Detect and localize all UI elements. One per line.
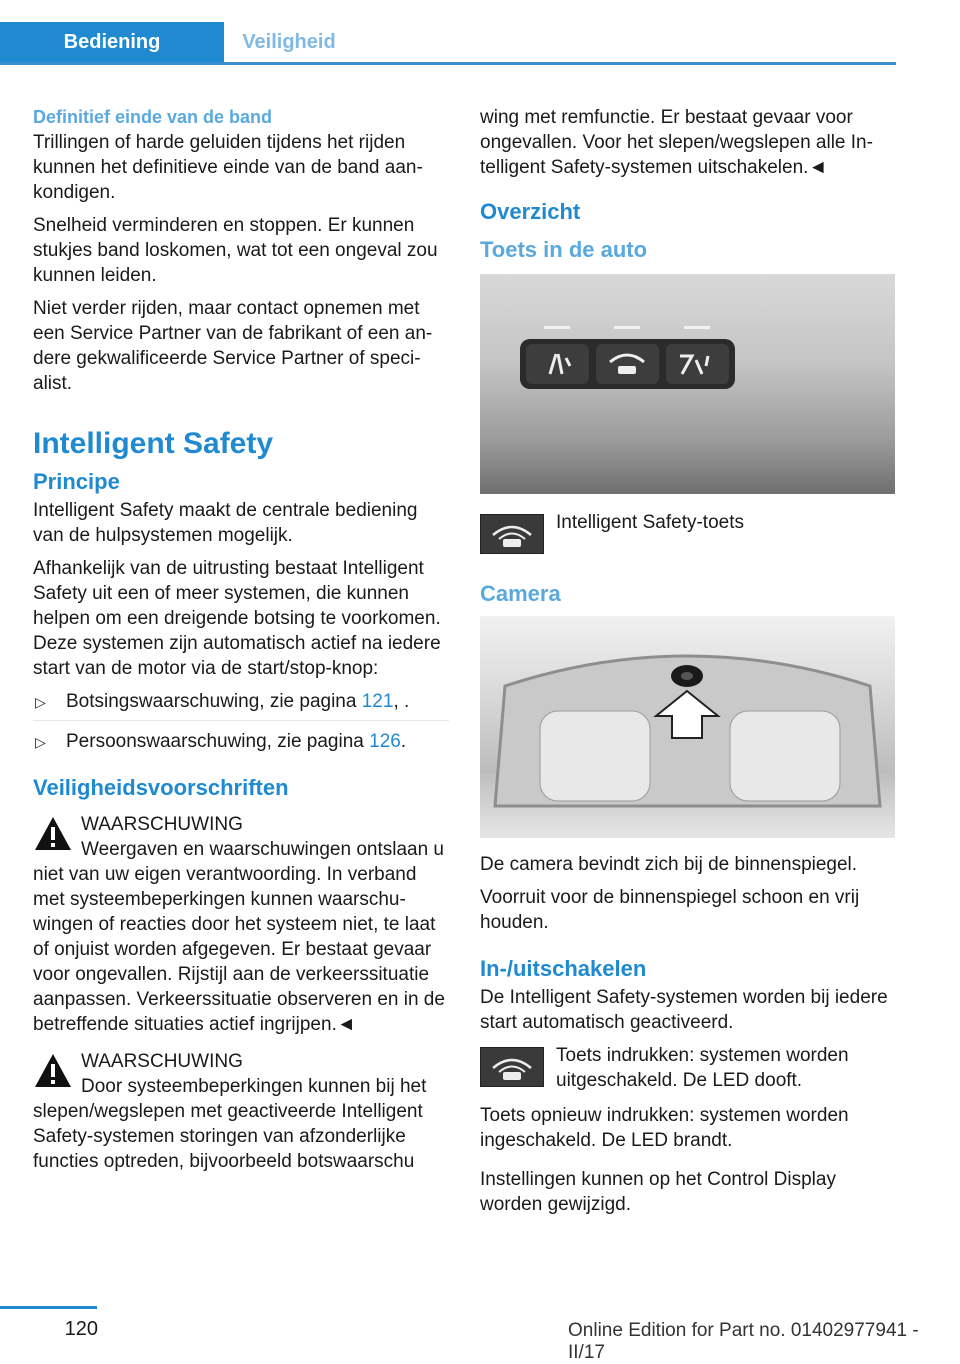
- button-panel-illustration: [480, 274, 895, 494]
- heading-overzicht: Overzicht: [480, 199, 581, 224]
- warning-text: Weergaven en waarschuwingen ontslaan u niet van uw eigen verantwoording. In verband met systeembeperkingen kunnen waarschuwingen of reacties door het systeem niet, te laat of onjuist worden afgegeven. Er bestaat gevaar voor ongevallen. Rijstijl aan de verkeerssituatie aanpassen. Verkeerssituatie observeren en in de betreffende situaties actief ingrijpen.◄: [33, 839, 445, 1035]
- warning-icon: [33, 814, 73, 854]
- legend-text: Toets indrukken: systemen worden uitgeschakeld. De LED dooft.: [556, 1045, 849, 1091]
- paragraph: Intelligent Safety maakt de centrale bediening van de hulpsystemen mogelijk.: [33, 500, 418, 546]
- paragraph: Toets opnieuw indrukken: systemen worden ingeschakeld. De LED brandt.: [480, 1105, 849, 1151]
- paragraph: wing met remfunctie. Er bestaat gevaar voor ongevallen. Voor het slepen/wegslepen alle Intelligent Safety-systemen uitschakelen.◄: [480, 107, 873, 178]
- camera-windshield-illustration: [480, 616, 895, 838]
- camera-location-photo: [480, 616, 895, 838]
- section-title: Intelligent Safety: [33, 427, 274, 460]
- warning-block: [33, 812, 449, 1037]
- warning-icon: [33, 1051, 73, 1091]
- page-link-121[interactable]: 121: [361, 691, 394, 712]
- heading-principe: Principe: [33, 469, 120, 494]
- button-panel-photo: [480, 274, 895, 494]
- right-column: [480, 105, 896, 1225]
- intelligent-safety-button-icon: [480, 1047, 544, 1087]
- legend-row: [480, 510, 896, 554]
- legend-row: [480, 1043, 896, 1093]
- legend-text: Intelligent Safety-toets: [556, 512, 744, 533]
- warning-block: [33, 1049, 449, 1174]
- triangle-bullet-icon: ▷: [35, 694, 46, 710]
- warning-text: Door systeembeperkingen kunnen bij het slepen/wegslepen met geactiveerde Intelligent Safety-systemen storingen van afzonderlijke functies optreden, bijvoorbeeld botswaarschu: [33, 1076, 427, 1172]
- list-item: ▷ Persoonswaarschuwing, zie pagina 126.: [33, 729, 449, 760]
- paragraph: De Intelligent Safety-systemen worden bij iedere start automatisch geactiveerd.: [480, 987, 888, 1033]
- heading-toets: Toets in de auto: [480, 237, 648, 262]
- heading-in-uitschakelen: In-/uitschakelen: [480, 956, 647, 981]
- systems-list: [33, 689, 449, 760]
- footer-edition: Online Edition for Part no. 01402977941 - II/17: [568, 1320, 919, 1363]
- warning-title: WAARSCHUWING: [81, 1051, 243, 1072]
- paragraph: Voorruit voor de binnenspiegel schoon en vrij houden.: [480, 887, 860, 933]
- left-column: [33, 105, 449, 1186]
- heading-veiligheidsvoorschriften: Veiligheidsvoorschriften: [33, 775, 289, 800]
- intelligent-safety-button-icon: [480, 514, 544, 554]
- triangle-bullet-icon: ▷: [35, 734, 46, 750]
- subheading-band-einde: Definitief einde van de band: [33, 107, 273, 127]
- heading-camera: Camera: [480, 581, 561, 606]
- chapter-tabbar: [0, 22, 896, 65]
- paragraph: Instellingen kunnen op het Control Display worden gewijzigd.: [480, 1169, 836, 1215]
- list-item: ▷ Botsingswaarschuwing, zie pagina 121, .: [33, 689, 449, 721]
- tab-veiligheid[interactable]: Veiligheid: [242, 31, 336, 53]
- page-link-126[interactable]: 126: [369, 731, 401, 752]
- paragraph: De camera bevindt zich bij de binnenspiegel.: [480, 854, 858, 875]
- tab-bediening[interactable]: Bediening: [0, 22, 224, 62]
- page-number: 120: [64, 1318, 98, 1340]
- paragraph: Trillingen of harde geluiden tijdens het rijden kunnen het definitieve einde van de band aankondigen.: [33, 132, 423, 203]
- paragraph: Niet verder rijden, maar contact opnemen met een Service Partner van de fabrikant of een andere gekwalificeerde Service Partner of specialist.: [33, 298, 433, 394]
- paragraph: Afhankelijk van de uitrusting bestaat Intelligent Safety uit een of meer systemen, die kunnen helpen om een dreigende botsing te voorkomen. Deze systemen zijn automatisch actief na iedere start van de motor via de start/stop-knop:: [33, 558, 441, 679]
- paragraph: Snelheid verminderen en stoppen. Er kunnen stukjes band loskomen, wat tot een ongeval zou kunnen leiden.: [33, 215, 438, 286]
- warning-title: WAARSCHUWING: [81, 814, 243, 835]
- page-number-rule: [0, 1306, 97, 1309]
